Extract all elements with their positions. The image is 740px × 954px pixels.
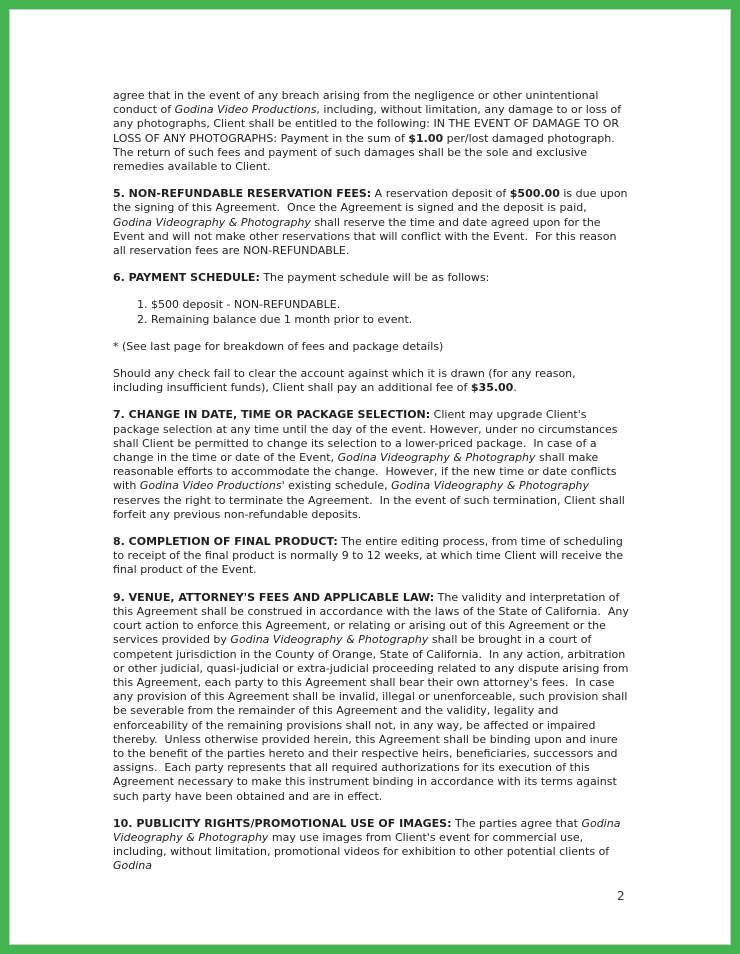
text: agree that in the event of any breach arising from the negligence or other unintentional conduct of xyxy=(113,89,602,117)
bold-text: 8. COMPLETION OF FINAL PRODUCT: xyxy=(113,535,338,549)
bold-text: $500.00 xyxy=(509,187,560,201)
italic-text: Godina xyxy=(113,859,153,873)
section-7-change-in-date-time-or-package xyxy=(113,408,629,522)
text: shall be brought in a court of competent jurisdiction in the County of Orange, State of California. In any action, arbitration or other judicial, quasi-judicial or extra-judicial proceeding related to any dispute arising from this Agreement, each party to this Agreement shall bear their own attorney's fees. In case any provision of this Agreement shall be invalid, illegal or unenforceable, such provision shall be severable from the remainder of this Agreement and the validity, legality and enforceability of the remaining provisions shall not, in any way, be affected or impaired thereby. Unless otherwise provided herein, this Agreement shall be binding upon and inure to the benefit of the parties hereto and their respective heirs, beneficiaries, successors and assigns. Each party represents that all required authorizations for its execution of this Agreement necessary to make this instrument binding in accordance with its terms against such party have been obtained and are in effect. xyxy=(113,633,632,803)
bold-text: 7. CHANGE IN DATE, TIME OR PACKAGE SELECTION: xyxy=(113,408,431,422)
section-8-completion-of-final-product xyxy=(113,535,629,578)
page-number: 2 xyxy=(617,889,625,903)
text: shall make reasonable efforts to accommodate the change. However, if the new time or date conflicts with xyxy=(113,451,620,493)
section-5-non-refundable-reservation-fees xyxy=(113,187,632,258)
italic-text: Godina Video Productions xyxy=(174,103,317,117)
text: The validity and interpretation of this Agreement shall be construed in accordance with the laws of the State of California. Any court action to enforce this Agreement, or relating or arising out of this Agreement or the services provided by xyxy=(113,590,633,647)
italic-text: Godina Video Productions' xyxy=(139,479,285,493)
section-6-payment-schedule-heading xyxy=(113,271,629,285)
bold-text: 6. PAYMENT SCHEDULE: xyxy=(113,271,260,285)
intro-continuation-paragraph xyxy=(113,89,629,174)
text: Should any check fail to clear the account against which it is drawn (for any reason, including insufficient funds), Client shall pay an additional fee of xyxy=(113,367,580,395)
payment-schedule-list xyxy=(113,298,629,326)
text: is due upon the signing of this Agreement. Once the Agreement is signed and the deposit is paid, xyxy=(113,187,632,215)
text: per/lost damaged photograph. The return of such fees and payment of such damages shall be the sole and exclusive remedies available to Client. xyxy=(113,131,622,174)
italic-text: Godina Videography & Photography xyxy=(113,816,624,844)
italic-text: Godina Videography & Photography xyxy=(391,479,590,493)
text: existing schedule, xyxy=(284,479,392,493)
section-10-publicity-rights-promotional-use xyxy=(113,817,629,874)
list-item xyxy=(137,313,629,327)
fees-breakdown-note xyxy=(113,340,629,354)
text: Client may upgrade Client's package selection at any time until the day of the event. However, under no circumstances shall Client be permitted to change its selection to a lower-priced package. In case of a change in the time or date of the Event, xyxy=(113,408,621,465)
bold-text: 10. PUBLICITY RIGHTS/PROMOTIONAL USE OF IMAGES: xyxy=(113,816,452,830)
text: , including, without limitation, any damage to or loss of any photographs, Client shall be entitled to the following: IN THE EVENT OF DAMAGE TO OR LOSS OF ANY PHOTOGRAPHS: Payment in the sum of xyxy=(113,103,625,145)
returned-check-clause xyxy=(113,367,629,395)
list-item xyxy=(137,298,629,312)
section-9-venue-attorneys-fees-applicable-law xyxy=(113,590,633,804)
bold-text: 9. VENUE, ATTORNEY'S FEES AND APPLICABLE LAW: xyxy=(113,590,435,604)
text: * (See last page for breakdown of fees and package details) xyxy=(113,339,444,353)
text: . xyxy=(513,381,517,395)
text: shall reserve the time and date agreed upon for the Event and will not make other reservations that will conflict with the Event. For this reason all reservation fees are NON-REFUNDABLE. xyxy=(113,215,620,258)
text: 1. $500 deposit - NON-REFUNDABLE. xyxy=(137,298,341,312)
text: A reservation deposit of xyxy=(371,187,510,201)
italic-text: Godina Videography & Photography xyxy=(337,451,536,465)
text: The payment schedule will be as follows: xyxy=(259,271,490,285)
italic-text: Godina Videography & Photography xyxy=(113,215,311,229)
document-content xyxy=(113,89,633,887)
bold-text: $35.00 xyxy=(470,381,514,395)
text: may use images from Client's event for commercial use, including, without limitation, promotional videos for exhibition to other potential clients of xyxy=(113,830,613,859)
text: The entire editing process, from time of scheduling to receipt of the final product is normally 9 to 12 weeks, at which time Client will receive the final product of the Event. xyxy=(113,535,627,577)
bold-text: 5. NON-REFUNDABLE RESERVATION FEES: xyxy=(113,187,372,201)
italic-text: Godina Videography & Photography xyxy=(230,633,429,647)
bold-text: $1.00 xyxy=(408,131,444,145)
text: reserves the right to terminate the Agreement. In the event of such termination, Client shall forfeit any previous non-refundable deposits. xyxy=(113,479,629,521)
text: The parties agree that xyxy=(451,816,582,830)
text: 2. Remaining balance due 1 month prior to event. xyxy=(137,312,413,326)
